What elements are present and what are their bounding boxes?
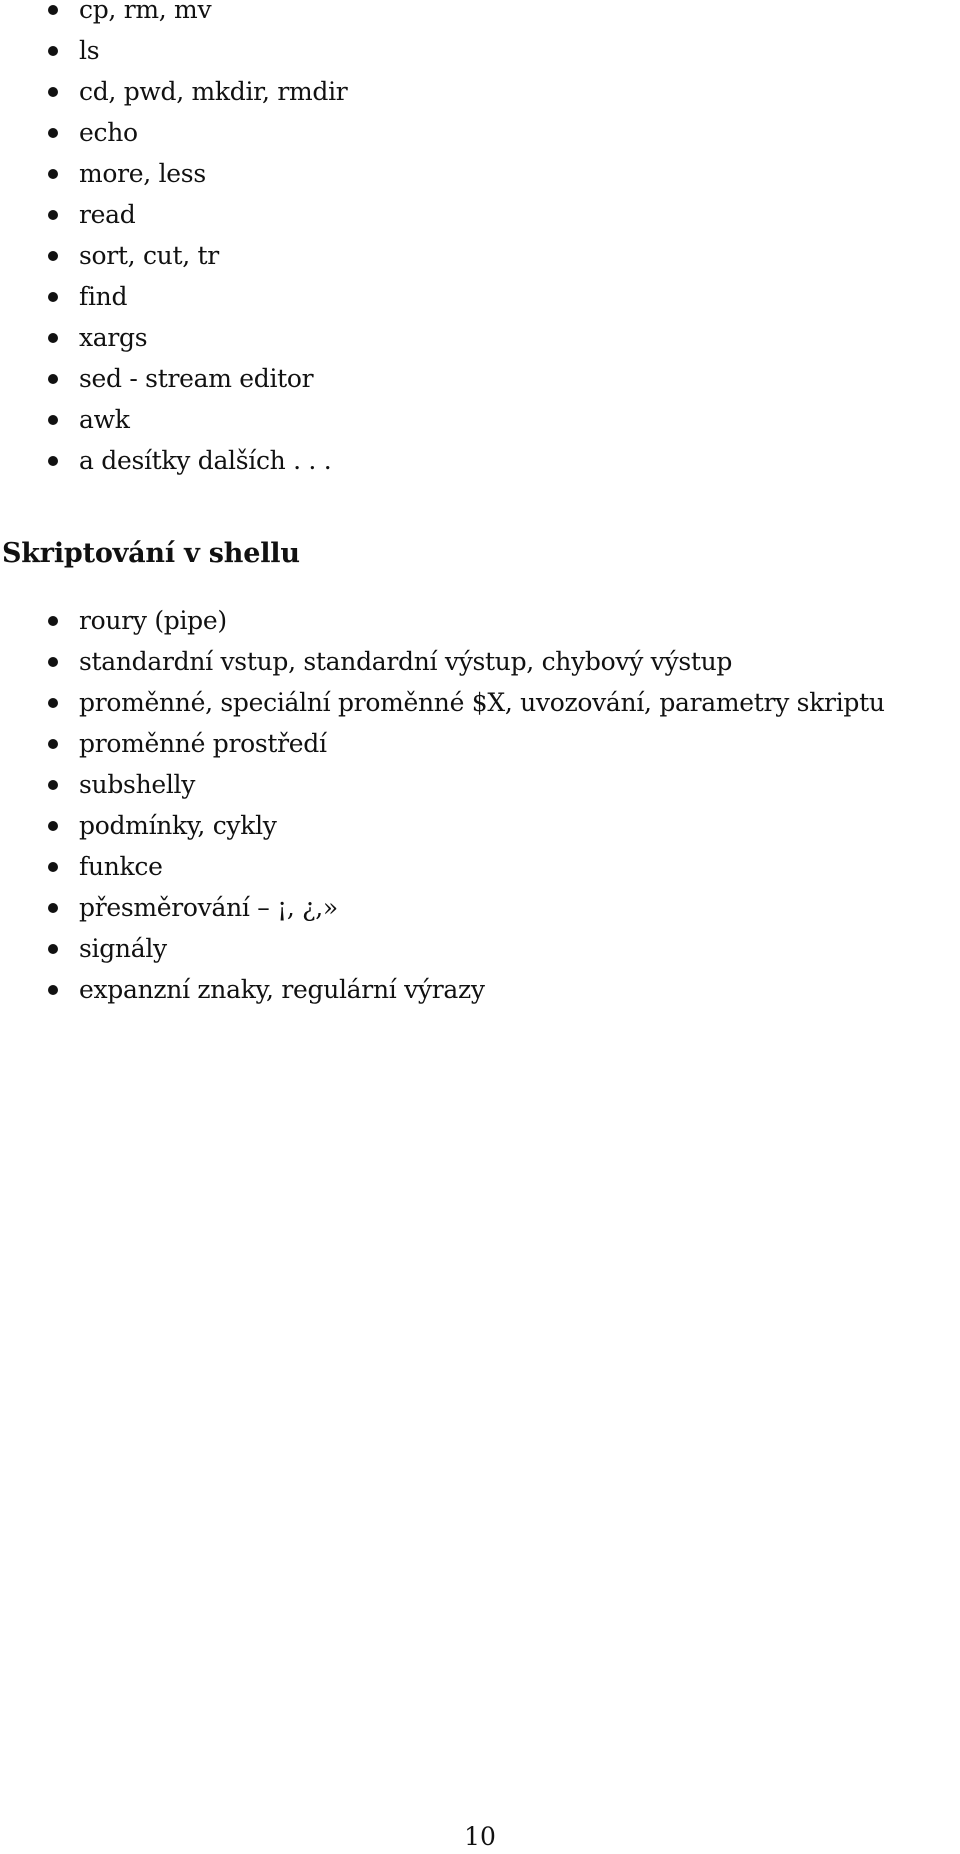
list-item-text: more, less — [79, 159, 206, 188]
list-item — [0, 112, 960, 153]
bullet-icon — [48, 128, 58, 138]
list-item-text: sed - stream editor — [79, 364, 314, 393]
bullet-icon — [48, 616, 58, 626]
bullet-icon — [48, 87, 58, 97]
list-item — [0, 887, 960, 928]
commands-list — [0, 0, 960, 481]
list-item-text: a desítky dalších . . . — [79, 446, 332, 475]
list-item-text: roury (pipe) — [79, 606, 227, 635]
list-item-text: awk — [79, 405, 130, 434]
list-item — [0, 0, 960, 30]
list-item-text: proměnné prostředí — [79, 729, 327, 758]
bullet-icon — [48, 251, 58, 261]
list-item — [0, 276, 960, 317]
list-item — [0, 194, 960, 235]
section-heading: Skriptování v shellu — [2, 538, 300, 569]
list-item — [0, 235, 960, 276]
bullet-icon — [48, 698, 58, 708]
bullet-icon — [48, 210, 58, 220]
list-item-text: echo — [79, 118, 138, 147]
list-item — [0, 641, 960, 682]
list-item-text: find — [79, 282, 128, 311]
scripting-topics-list — [0, 600, 960, 1010]
list-item-text: funkce — [79, 852, 163, 881]
list-item — [0, 846, 960, 887]
bullet-icon — [48, 821, 58, 831]
list-item — [0, 399, 960, 440]
bullet-icon — [48, 739, 58, 749]
bullet-icon — [48, 415, 58, 425]
bullet-icon — [48, 374, 58, 384]
list-item-text: ls — [79, 36, 100, 65]
bullet-icon — [48, 292, 58, 302]
list-item — [0, 600, 960, 641]
bullet-icon — [48, 985, 58, 995]
list-item — [0, 928, 960, 969]
bullet-icon — [48, 944, 58, 954]
list-item — [0, 153, 960, 194]
list-item-text: cd, pwd, mkdir, rmdir — [79, 77, 348, 106]
list-item — [0, 764, 960, 805]
bullet-icon — [48, 903, 58, 913]
bullet-icon — [48, 780, 58, 790]
bullet-icon — [48, 46, 58, 56]
list-item — [0, 682, 960, 723]
list-item-text: standardní vstup, standardní výstup, chybový výstup — [79, 647, 733, 676]
list-item — [0, 969, 960, 1010]
list-item-text: podmínky, cykly — [79, 811, 277, 840]
list-item — [0, 358, 960, 399]
list-item — [0, 805, 960, 846]
list-item — [0, 317, 960, 358]
list-item — [0, 723, 960, 764]
list-item-text: read — [79, 200, 136, 229]
list-item — [0, 71, 960, 112]
list-item-text: sort, cut, tr — [79, 241, 219, 270]
list-item-text: expanzní znaky, regulární výrazy — [79, 975, 485, 1004]
list-item-text: přesměrování – ¡, ¿,» — [79, 893, 338, 922]
bullet-icon — [48, 333, 58, 343]
bullet-icon — [48, 5, 58, 15]
list-item — [0, 30, 960, 71]
bullet-icon — [48, 169, 58, 179]
list-item — [0, 440, 960, 481]
page-number: 10 — [464, 1822, 496, 1851]
bullet-icon — [48, 657, 58, 667]
list-item-text: signály — [79, 934, 167, 963]
list-item-text: xargs — [79, 323, 148, 352]
bullet-icon — [48, 456, 58, 466]
bullet-icon — [48, 862, 58, 872]
list-item-text: subshelly — [79, 770, 196, 799]
list-item-text: proměnné, speciální proměnné $X, uvozování, parametry skriptu — [79, 688, 885, 717]
list-item-text: cp, rm, mv — [79, 0, 212, 24]
